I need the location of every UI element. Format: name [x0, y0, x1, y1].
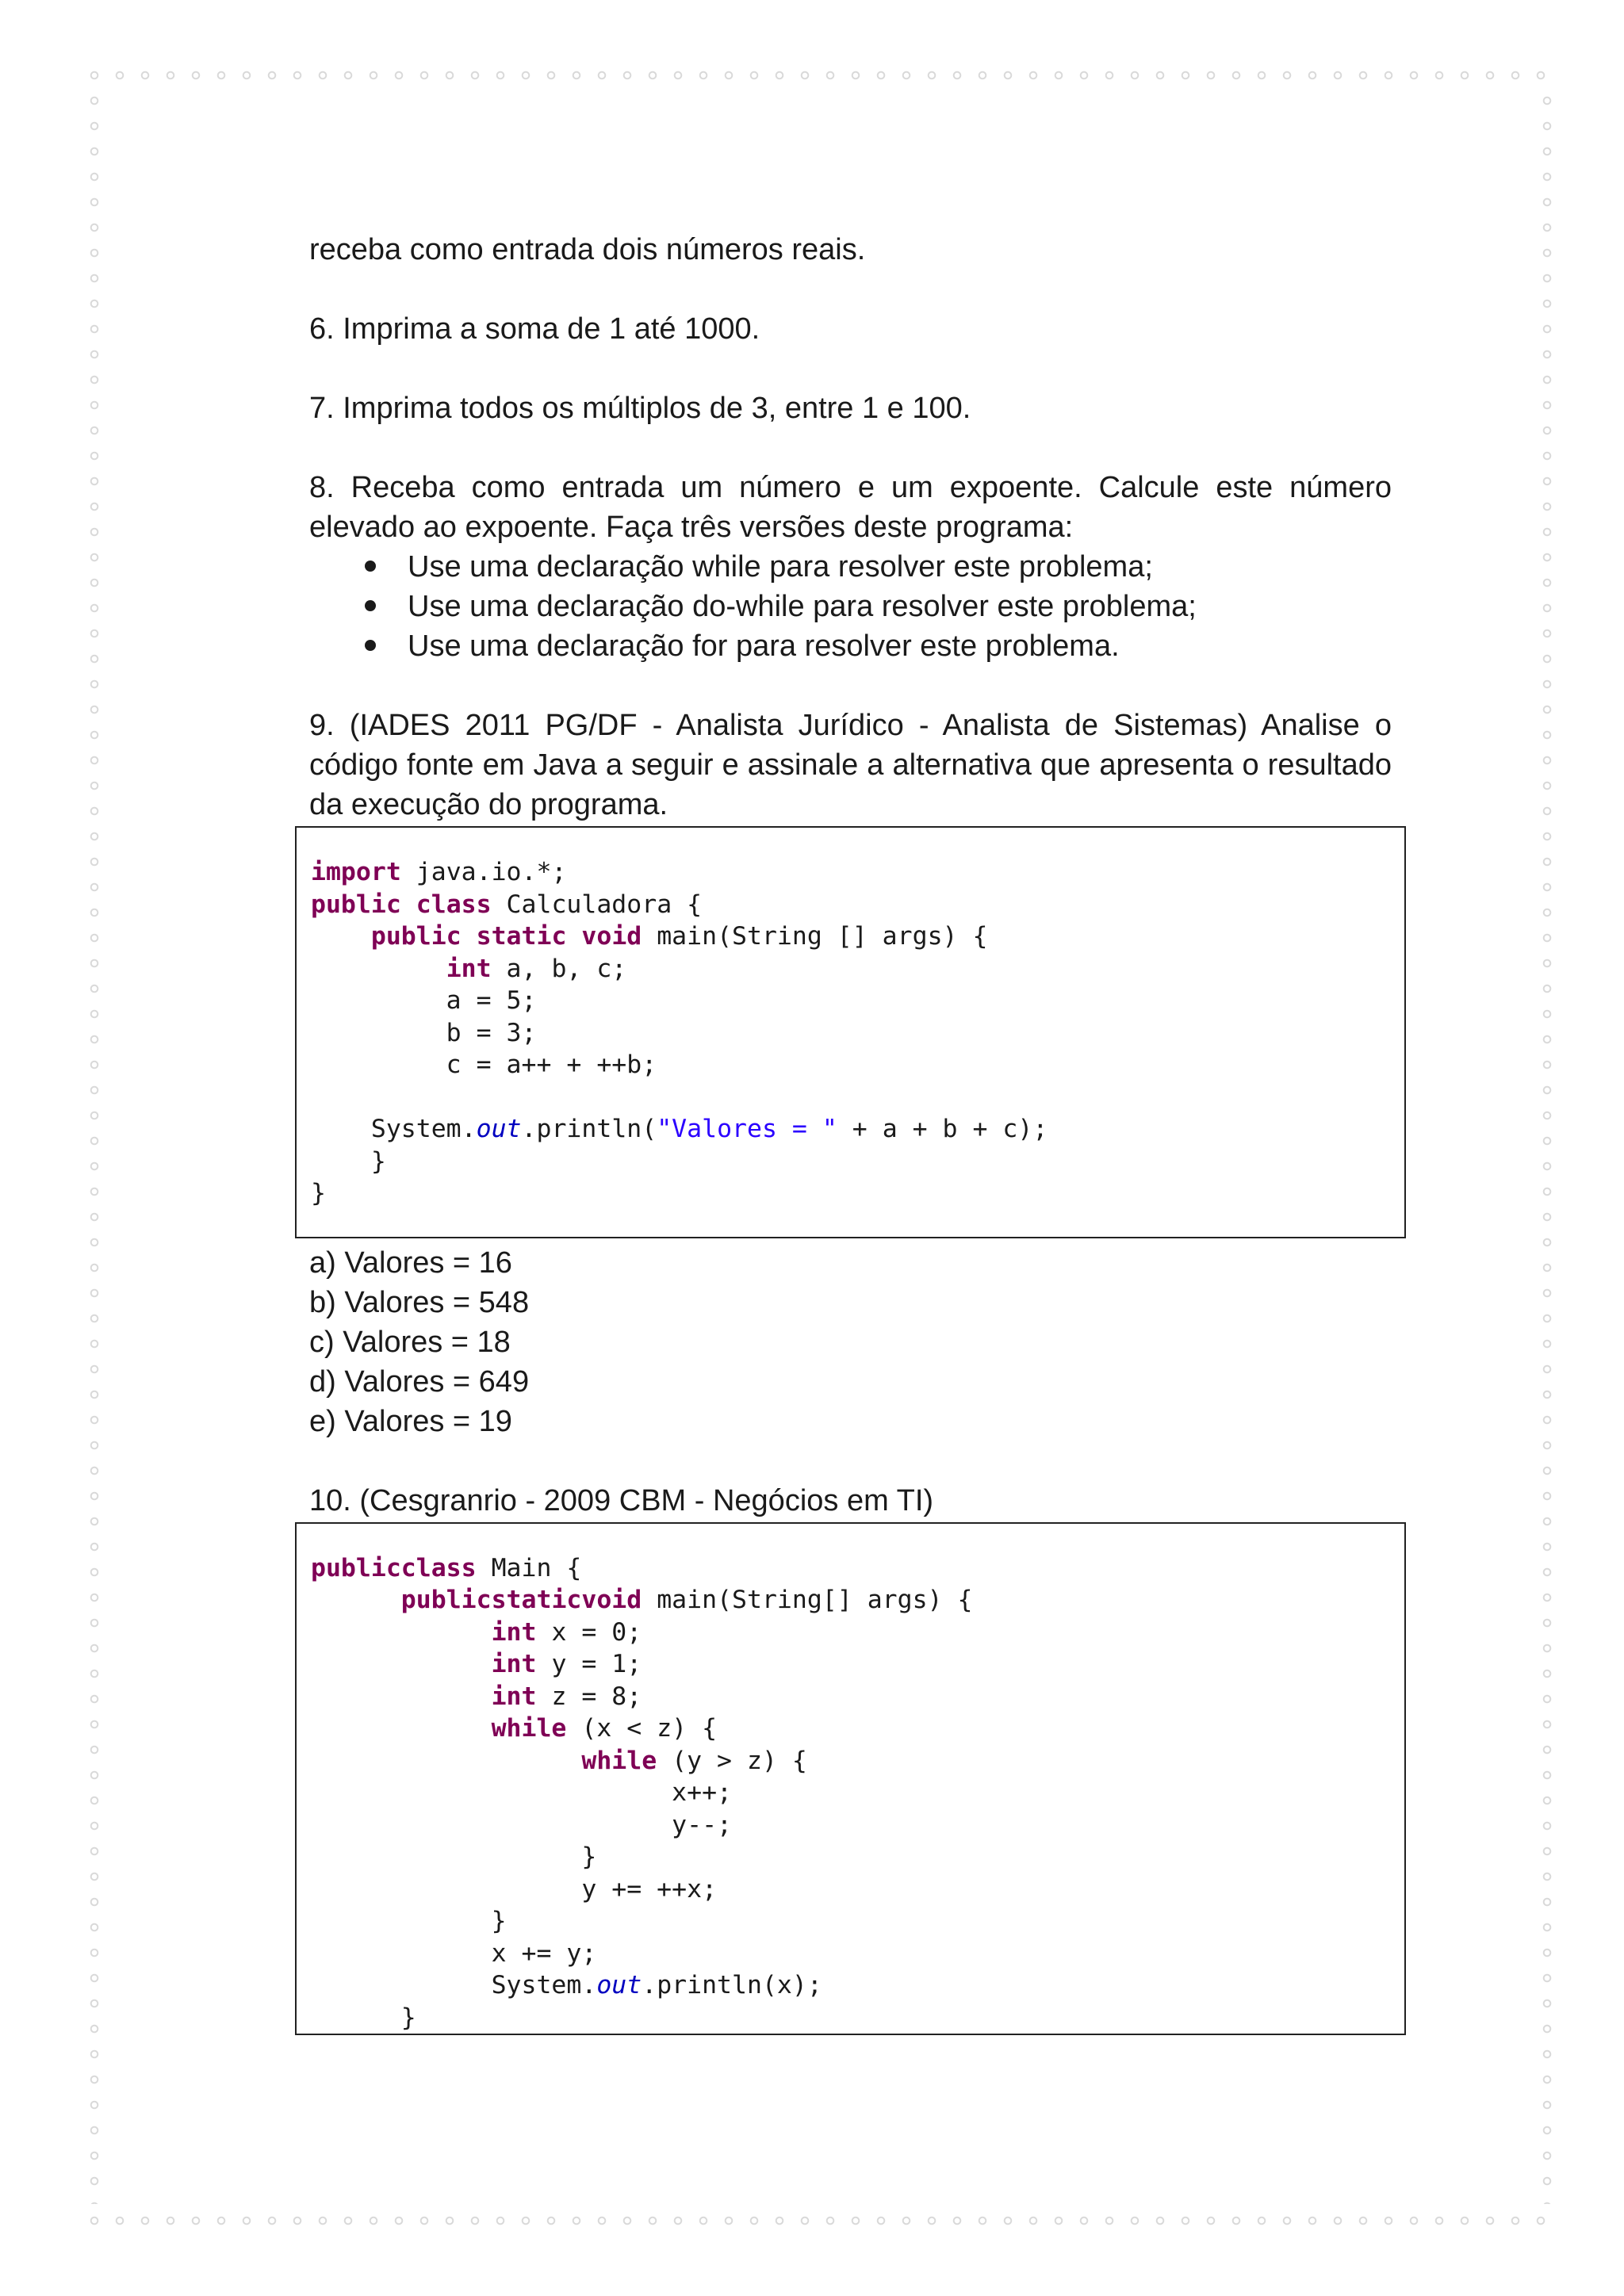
code-line: [311, 1745, 1404, 1777]
code-text: [311, 1714, 492, 1743]
document-body: [309, 230, 1392, 2035]
code-text: .println(: [521, 1115, 657, 1143]
code-text: [311, 1747, 581, 1775]
code-line: [311, 856, 1404, 889]
question-5-tail: receba como entrada dois números reais.: [309, 233, 866, 266]
code-text: x++;: [311, 1778, 733, 1807]
question-9-alternatives: [309, 1243, 1392, 1441]
page-border-bottom: [89, 2215, 1548, 2226]
question-8: 8. Receba como entrada um número e um expoente. Calcule este número elevado ao expoente. Faça três versões deste programa:: [309, 471, 1392, 544]
code-line: [311, 889, 1404, 921]
code-keyword: while: [581, 1746, 657, 1775]
code-keyword: import: [311, 858, 401, 886]
code-text: y--;: [311, 1810, 733, 1839]
code-line: [311, 1777, 1404, 1809]
bullet-icon: [365, 640, 376, 651]
code-text: }: [311, 1146, 386, 1176]
code-text: }: [311, 1843, 597, 1871]
code-text: x += y;: [311, 1938, 597, 1968]
code-line: [311, 1081, 1404, 1114]
list-item: [309, 547, 1392, 587]
code-string: "Valores = ": [657, 1115, 837, 1143]
code-text: [566, 922, 581, 951]
code-listing: [311, 856, 1404, 1210]
code-keyword: int: [446, 954, 492, 983]
code-text: (y > z) {: [657, 1746, 807, 1775]
code-text: b = 3;: [311, 1018, 537, 1047]
page-border-right: [1542, 95, 1553, 2204]
bullet-text: Use uma declaração do-while para resolver este problema;: [408, 590, 1197, 623]
code-line: [311, 1552, 1404, 1585]
code-line: [311, 920, 1404, 953]
code-keyword: public: [370, 922, 462, 951]
code-line: [311, 1841, 1404, 1873]
code-text: java.io.*;: [400, 858, 567, 886]
alternative-d: d) Valores = 649: [309, 1364, 530, 1399]
alternative-c: c) Valores = 18: [309, 1325, 511, 1359]
code-listing: [311, 1552, 1404, 2034]
code-text: a, b, c;: [491, 954, 627, 983]
bullet-text: Use uma declaração for para resolver este problema.: [408, 629, 1120, 663]
code-line: [311, 953, 1404, 985]
code-text: [311, 955, 446, 983]
page-border-top: [89, 70, 1548, 81]
code-text: [311, 1618, 492, 1647]
code-line: [311, 1049, 1404, 1081]
code-line: [311, 1681, 1404, 1713]
code-text: + a + b + c);: [837, 1115, 1048, 1143]
code-field: out: [476, 1115, 522, 1143]
code-text: Main {: [476, 1553, 582, 1582]
alternative-e: e) Valores = 19: [309, 1404, 512, 1438]
code-keyword: publicstaticvoid: [400, 1586, 642, 1614]
code-line: [311, 1712, 1404, 1745]
code-text: main(String [] args) {: [642, 922, 988, 951]
code-text: [401, 890, 416, 919]
code-keyword: publicclass: [311, 1553, 477, 1582]
question-7: 7. Imprima todos os múltiplos de 3, entre 1 e 100.: [309, 392, 971, 425]
code-keyword: class: [416, 890, 492, 919]
code-keyword: static: [476, 922, 567, 951]
code-text: main(String[] args) {: [642, 1586, 973, 1614]
code-text: y += ++x;: [311, 1874, 718, 1904]
bullet-icon: [365, 561, 376, 572]
code-text: c = a++ + ++b;: [311, 1050, 657, 1079]
code-text: x = 0;: [536, 1617, 642, 1647]
code-text: y = 1;: [536, 1650, 642, 1678]
question-9: 9. (IADES 2011 PG/DF - Analista Jurídico - Analista de Sistemas) Analise o código fonte em Java a seguir e assinale a alternativa que apresenta o resultado da execução do programa.: [309, 709, 1392, 821]
list-item: [309, 587, 1392, 626]
code-line: [311, 1648, 1404, 1681]
code-text: [311, 1586, 401, 1614]
code-line: [311, 985, 1404, 1017]
code-keyword: while: [491, 1714, 567, 1743]
code-line: [311, 1873, 1404, 1906]
code-line: [311, 1146, 1404, 1178]
question-8-bullets: [309, 547, 1392, 666]
code-keyword: int: [491, 1650, 537, 1678]
list-item: [309, 626, 1392, 666]
code-line: [311, 1938, 1404, 1970]
code-text: [311, 922, 371, 951]
code-text: }: [311, 1907, 507, 1935]
code-field: out: [596, 1971, 642, 1999]
code-keyword: void: [581, 922, 642, 951]
code-text: }: [311, 1179, 326, 1207]
code-block-calculadora: [295, 826, 1406, 1238]
alternative-a: a) Valores = 16: [309, 1246, 512, 1280]
code-text: a = 5;: [311, 986, 537, 1015]
code-line: [311, 1617, 1404, 1649]
alternative-b: b) Valores = 548: [309, 1285, 530, 1319]
code-line: [311, 1177, 1404, 1210]
code-keyword: int: [491, 1617, 537, 1647]
code-keyword: public: [311, 890, 401, 919]
code-text: System.: [311, 1115, 477, 1143]
code-text: System.: [311, 1971, 597, 1999]
page-border-left: [89, 95, 100, 2204]
code-line: [311, 2002, 1404, 2034]
code-line: [311, 1113, 1404, 1146]
question-10: 10. (Cesgranrio - 2009 CBM - Negócios em TI): [309, 1483, 934, 1517]
code-text: [311, 1650, 492, 1678]
code-text: [462, 922, 477, 951]
code-text: .println(x);: [642, 1971, 822, 1999]
code-line: [311, 1584, 1404, 1617]
code-text: [311, 1682, 492, 1711]
code-keyword: int: [491, 1682, 537, 1711]
question-6: 6. Imprima a soma de 1 até 1000.: [309, 312, 760, 346]
code-text: z = 8;: [536, 1682, 642, 1711]
code-text: Calculadora {: [491, 890, 703, 919]
code-line: [311, 1017, 1404, 1050]
code-text: (x < z) {: [566, 1714, 718, 1743]
code-line: [311, 1809, 1404, 1842]
code-block-main: [295, 1522, 1406, 2036]
code-line: [311, 1969, 1404, 2002]
bullet-text: Use uma declaração while para resolver este problema;: [408, 550, 1153, 584]
bullet-icon: [365, 600, 376, 611]
code-line: [311, 1905, 1404, 1938]
code-text: }: [311, 2003, 416, 2032]
